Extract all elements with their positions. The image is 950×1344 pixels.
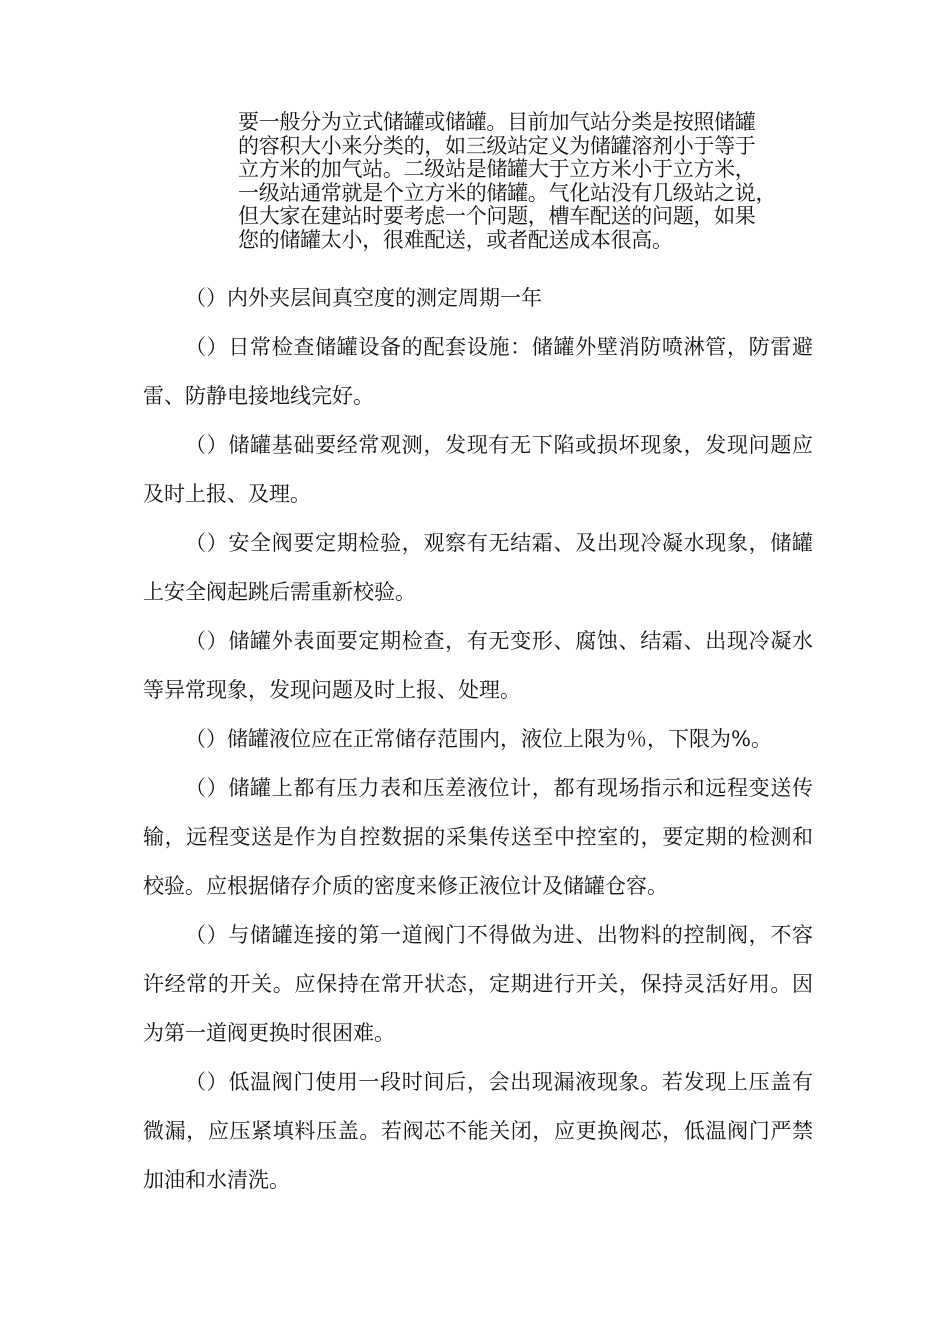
paragraph-liquid-level: （）储罐液位应在正常储存范围内，液位上限为％，下限为%。 [185,727,772,751]
paragraph-vacuum-test: （）内外夹层间真空度的测定周期一年 [185,286,542,310]
paragraph-foundation: （）储罐基础要经常观测，发现有无下陷或损坏现象，发现问题应及时上报、及理。 [143,433,813,506]
body-text [143,274,813,1205]
intro-line: 一级站通常就是个立方米的储罐。气化站没有几级站之说， [238,180,777,205]
paragraph-cryogenic-valve: （）低温阀门使用一段时间后，会出现漏液现象。若发现上压盖有微漏，应压紧填料压盖。若阀芯不能关闭，应更换阀芯，低温阀门严禁加油和水清洗。 [143,1070,813,1192]
paragraph-surface-check: （）储罐外表面要定期检查，有无变形、腐蚀、结霜、出现冷凝水等异常现象，发现问题及时上报、处理。 [143,629,813,702]
intro-line: 立方米的加气站。二级站是储罐大于立方米小于立方米， [238,157,756,181]
intro-line: 但大家在建站时要考虑一个问题，槽车配送的问题，如果 [238,204,756,228]
paragraph-safety-valve: （）安全阀要定期检验，观察有无结霜、及出现冷凝水现象，储罐上安全阀起跳后需重新校验。 [143,531,813,604]
intro-line: 您的储罐太小，很难配送，或者配送成本很高。 [238,227,673,252]
paragraph-gauges: （）储罐上都有压力表和压差液位计，都有现场指示和远程变送传输，远程变送是作为自控数据的采集传送至中控室的，要定期的检测和校验。应根据储存介质的密度来修正液位计及储罐仓容。 [143,776,813,898]
intro-block [238,111,813,252]
intro-line: 要一般分为立式储罐或储罐。目前加气站分类是按照储罐 [238,110,756,134]
paragraph-first-valve: （）与储罐连接的第一道阀门不得做为进、出物料的控制阀，不容许经常的开关。应保持在常开状态，定期进行开关，保持灵活好用。因为第一道阀更换时很困难。 [143,923,813,1045]
paragraph-daily-inspection: （）日常检查储罐设备的配套设施：储罐外壁消防喷淋管，防雷避雷、防静电接地线完好。 [143,335,813,408]
intro-line: 的容积大小来分类的，如三级站定义为储罐溶剂小于等于 [238,133,756,158]
